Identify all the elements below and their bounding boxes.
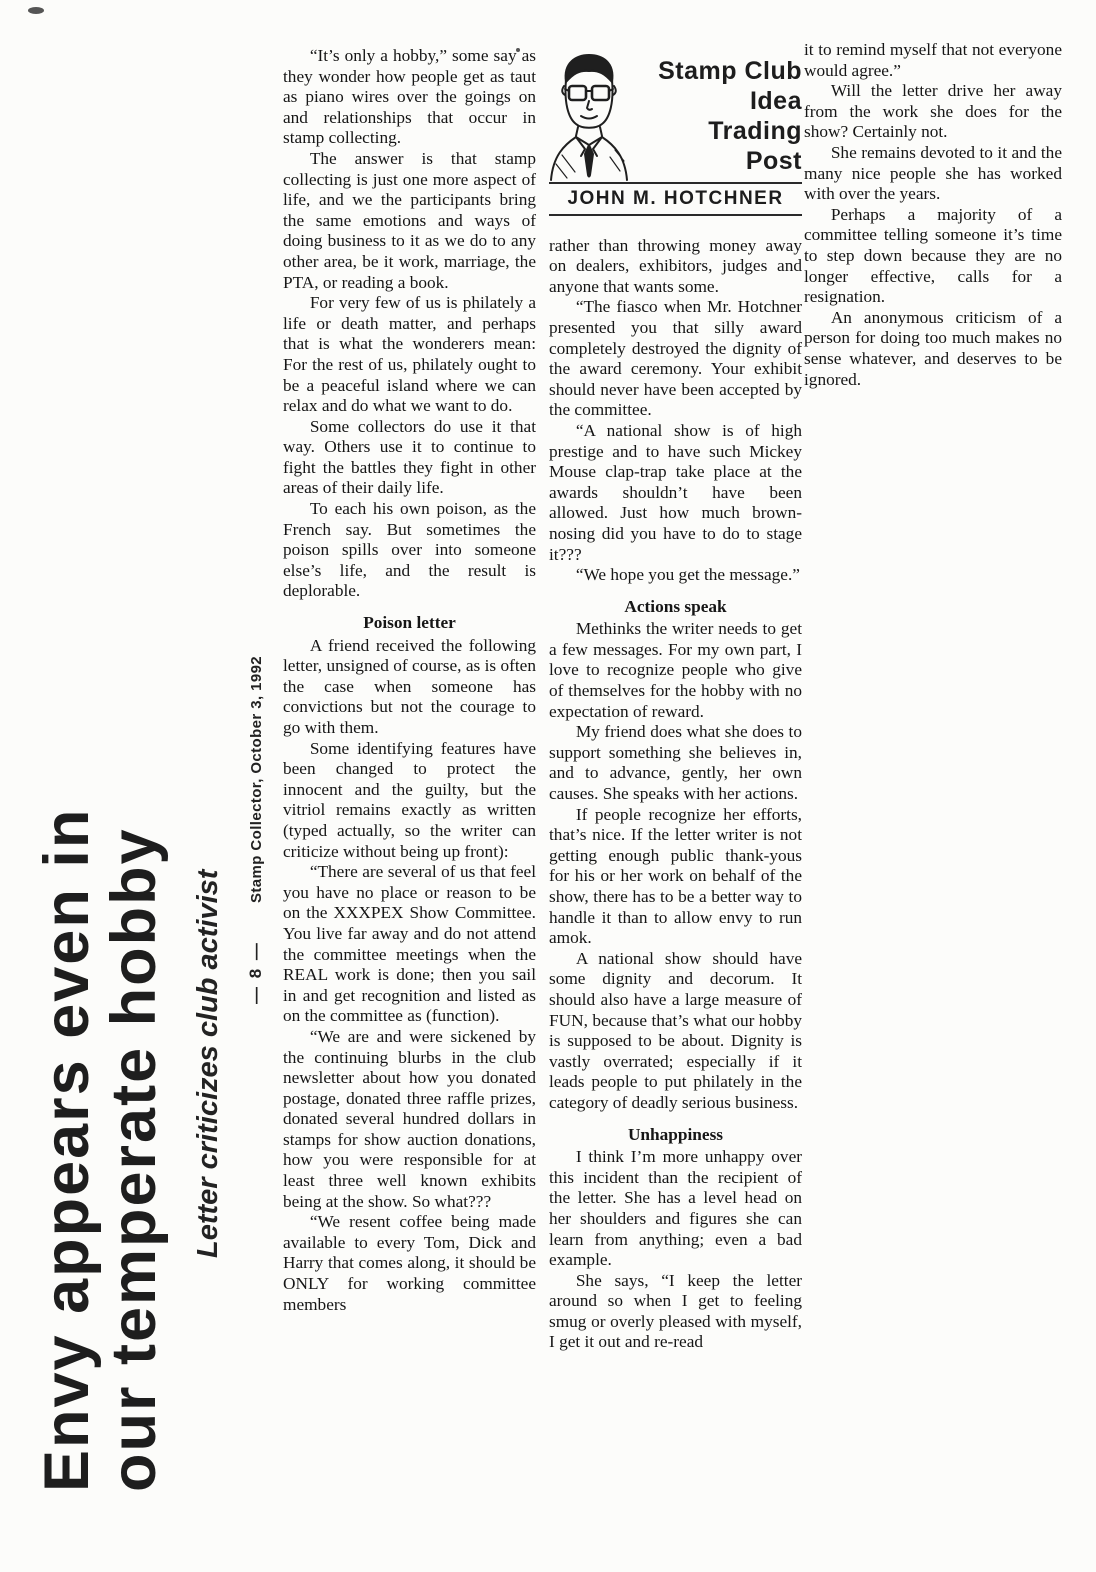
- headline-line-2: our temperate hobby: [99, 827, 169, 1492]
- article-paragraph: I think I’m more unhappy over this incident than the recipient of the letter. She has a level head on her shoulders and figures she can learn from anything; even a bad example.: [549, 1147, 802, 1270]
- article-paragraph: “A national show is of high prestige and to have such Mickey Mouse clap-trap take place at the awards shouldn’t have been allowed. Just how much brown-nosing did you have to do to stage it???: [549, 420, 802, 564]
- author-byline: JOHN M. HOTCHNER: [567, 188, 784, 209]
- column-masthead: [549, 50, 802, 216]
- section-heading: Unhappiness: [627, 1124, 724, 1144]
- vertical-source-dateline: Stamp Collector, October 3, 1992: [248, 655, 265, 903]
- article-paragraph: For very few of us is philately a life or death matter, and perhaps that is what the wonderers mean: For the rest of us, philately ought to be a peaceful island where we can relax and do what we want to do.: [283, 293, 536, 416]
- vertical-page-number: — 8 —: [246, 941, 265, 1004]
- column-title-line: Stamp Club: [658, 57, 802, 85]
- article-paragraph: She remains devoted to it and the many nice people she has worked with over the years.: [804, 142, 1062, 204]
- article-paragraph: The answer is that stamp collecting is just one more aspect of life, and we the participants bring the same emotions and ways of doing business to it as we do to any other area, be it work, marriage, the PTA, or reading a book.: [283, 148, 536, 292]
- article-column-1: [283, 46, 536, 1315]
- column-title-line: Trading: [708, 117, 802, 145]
- column-title-line: Idea: [749, 87, 802, 115]
- article-paragraph: My friend does what she does to support something she believes in, and to advance, gently, her own causes. She speaks with her actions.: [549, 722, 802, 804]
- scan-artifact: [28, 7, 44, 14]
- article-paragraph: A national show should have some dignity and decorum. It should also have a large measure of FUN, because that’s what our hobby is supposed to be about. Dignity is vastly overrated; especially if it leads people to put philately in the category of deadly serious business.: [549, 948, 802, 1112]
- article-paragraph: “We resent coffee being made available to every Tom, Dick and Harry that comes along, it should be ONLY for working committee members: [283, 1212, 536, 1314]
- article-paragraph: Some identifying features have been changed to protect the innocent and the guilty, but the vitriol remains exactly as written (typed actually, so the writer can criticize without being up front):: [283, 738, 536, 861]
- article-paragraph: “We hope you get the message.”: [575, 565, 800, 585]
- section-heading: Poison letter: [363, 613, 456, 633]
- article-paragraph: “The fiasco when Mr. Hotchner presented you that silly award completely destroyed the dignity of the award ceremony. Your exhibit should never have been accepted by the committee.: [549, 297, 802, 420]
- article-paragraph: Some collectors do use it that way. Others use it to continue to fight the battles they fight in other areas of their daily life.: [283, 416, 536, 498]
- column-title: [629, 50, 802, 176]
- column-2-text: [549, 236, 802, 1353]
- masthead-rule-bottom: [549, 214, 802, 216]
- section-heading: Actions speak: [624, 596, 727, 616]
- article-paragraph: She says, “I keep the letter around so when I get to feeling smug or overly pleased with myself, I get it out and re-read: [549, 1270, 802, 1352]
- article-paragraph: Perhaps a majority of a committee telling someone it’s time to step down because they are no longer effective, calls for a resignation.: [804, 204, 1062, 307]
- article-paragraph: To each his own poison, as the French say. But sometimes the poison spills over into someone else’s life, and the result is deplorable.: [283, 499, 536, 601]
- headline-line-1: Envy appears even in: [32, 807, 102, 1492]
- column-title-line: Post: [745, 147, 802, 175]
- article-paragraph: rather than throwing money away on dealers, exhibitors, judges and anyone that wants some.: [549, 235, 802, 296]
- article-column-2: [549, 50, 802, 1353]
- article-paragraph: “There are several of us that feel you have no place or reason to be on the XXXPEX Show Committee. You live far away and do not attend the committee meetings when the REAL work is done; then you sail in and get recognition and listed as on the committee as (function).: [283, 862, 536, 1026]
- masthead-top: [549, 50, 802, 182]
- author-portrait-icon: [549, 50, 629, 182]
- article-paragraph: “We are and were sickened by the continuing blurbs in the club newsletter about how you donated postage, donated three raffle prizes, donated several hundred dollars in stamps for show auction donations, how you were responsible for at least three well known exhibits being at the show. So what???: [283, 1026, 536, 1211]
- article-paragraph: “It’s only a hobby,” some say as they wonder how people get as taut as piano wires over the goings on and relationships that occur in stamp collecting.: [283, 46, 536, 148]
- article-paragraph: Methinks the writer needs to get a few messages. For my own part, I love to recognize people who give of themselves for the hobby with no expectation of reward.: [549, 619, 802, 721]
- vertical-subheadline: Letter criticizes club activist: [192, 869, 224, 1258]
- article-paragraph: Will the letter drive her away from the work she does for the show? Certainly not.: [804, 81, 1062, 142]
- article-paragraph: An anonymous criticism of a person for doing too much makes no sense whatever, and deserves to be ignored.: [804, 307, 1062, 389]
- article-paragraph: it to remind myself that not everyone would agree.”: [804, 40, 1062, 80]
- vertical-headline: [34, 647, 168, 1492]
- article-column-3: [804, 40, 1062, 390]
- article-paragraph: A friend received the following letter, unsigned of course, as is often the case when someone has convictions but not the courage to go with them.: [283, 635, 536, 737]
- article-paragraph: If people recognize her efforts, that’s nice. If the letter writer is not getting enough public thank-yous for his or her work on behalf of the show, there has to be a better way to handle it than to allow envy to run amok.: [549, 804, 802, 948]
